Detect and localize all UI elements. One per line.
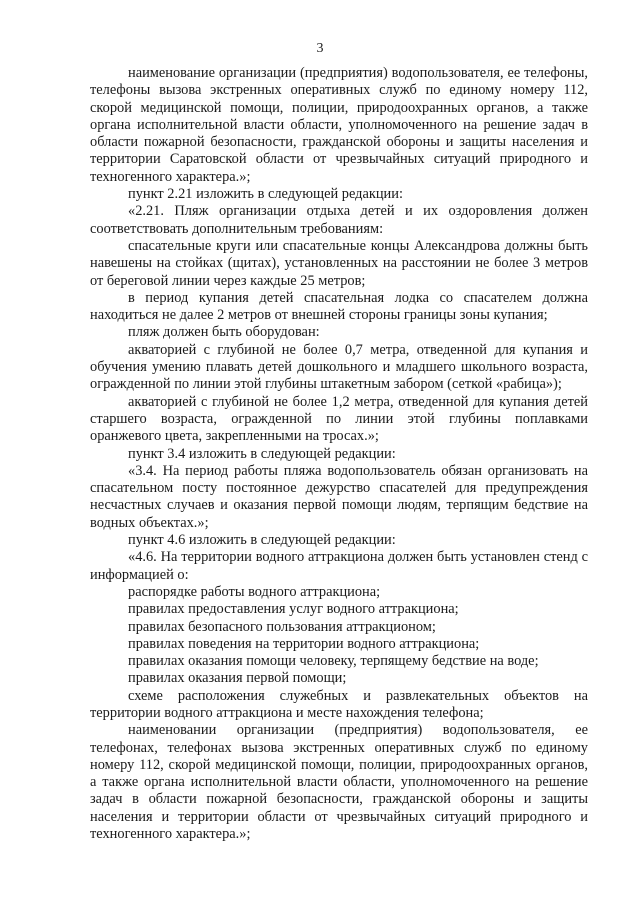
paragraph: «2.21. Пляж организации отдыха детей и их оздоровления должен соответствовать дополнительным требованиям: — [90, 203, 588, 237]
paragraph: схеме расположения служебных и развлекательных объектов на территории водного аттракциона и месте нахождения телефона; — [90, 687, 588, 721]
paragraph: акваторией с глубиной не более 0,7 метра, отведенной для купания и обучения умению плавать детей дошкольного и младшего школьного возраста, огражденной по линии этой глубины штакетным забором (сеткой «рабица»); — [90, 341, 588, 393]
paragraph: акваторией с глубиной не более 1,2 метра, отведенной для купания детей старшего возраста, огражденной по линии этой глубины поплавками оранжевого цвета, закрепленными на тросах.»; — [90, 393, 588, 445]
paragraph: наименовании организации (предприятия) водопользователя, ее телефонах, телефонах вызова экстренных оперативных служб по единому номеру 112, скорой медицинской помощи, полиции, природоохранных органов, а также органа исполнительной власти области, уполномоченного на решение задач в области пожарной безопасности, гражданской обороны и защиты населения и территории области от чрезвычайных ситуаций природного и техногенного характера.»; — [90, 722, 588, 843]
page-number: 3 — [316, 41, 324, 56]
paragraph: пункт 2.21 изложить в следующей редакции: — [128, 186, 403, 203]
paragraph: распорядке работы водного аттракциона; — [128, 583, 381, 600]
paragraph: правилах безопасного пользования аттракционом; — [128, 618, 436, 635]
paragraph: пункт 4.6 изложить в следующей редакции: — [128, 532, 396, 549]
paragraph: правилах предоставления услуг водного аттракциона; — [128, 601, 459, 618]
paragraph: наименование организации (предприятия) водопользователя, ее телефоны, телефоны вызова экстренных оперативных служб по единому номеру 112, скорой медицинской помощи, полиции, природоохранных органов, а также органа исполнительной власти области, уполномоченного на решение задач в области пожарной безопасности, гражданской обороны и защиты населения и территории Саратовской области от чрезвычайных ситуаций природного и техногенного характера.»; — [90, 65, 588, 185]
document-body — [90, 65, 588, 843]
paragraph: в период купания детей спасательная лодка со спасателем должна находиться не далее 2 метров от внешней стороны границы зоны купания; — [90, 289, 588, 324]
paragraph: правилах оказания первой помощи; — [128, 670, 347, 687]
paragraph: пляж должен быть оборудован: — [128, 324, 320, 341]
paragraph: пункт 3.4 изложить в следующей редакции: — [128, 445, 396, 462]
paragraph: правилах оказания помощи человеку, терпящему бедствие на воде; — [128, 653, 539, 670]
paragraph: «4.6. На территории водного аттракциона должен быть установлен стенд с информацией о: — [90, 549, 588, 583]
paragraph: спасательные круги или спасательные концы Александрова должны быть навешены на стойках (щитах), установленных на расстоянии не более 3 метров от береговой линии через каждые 25 метров; — [90, 237, 588, 289]
paragraph: правилах поведения на территории водного аттракциона; — [128, 635, 480, 652]
paragraph: «3.4. На период работы пляжа водопользователь обязан организовать на спасательном посту постоянное дежурство спасателей для предупреждения несчастных случаев и оказания первой помощи людям, терпящим бедствие на водных объектах.»; — [90, 462, 588, 531]
